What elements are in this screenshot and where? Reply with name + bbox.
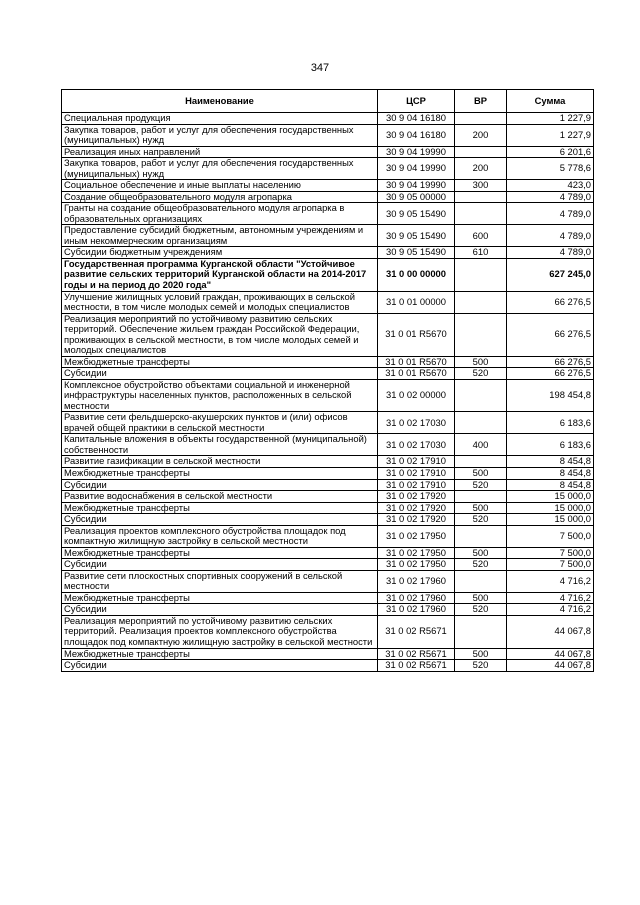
row-sum-cell: 66 276,5 [507, 356, 594, 368]
table-row [62, 113, 594, 125]
table-row [62, 225, 594, 247]
row-vr-cell: 500 [455, 468, 507, 480]
row-name-cell: Субсидии [62, 479, 378, 491]
row-csr-cell: 30 9 04 19990 [378, 158, 455, 180]
row-name-cell: Развитие водоснабжения в сельской местности [62, 491, 378, 503]
row-sum-cell: 4 716,2 [507, 570, 594, 592]
row-vr-cell: 300 [455, 180, 507, 192]
row-sum-cell: 66 276,5 [507, 291, 594, 313]
row-sum-cell: 44 067,8 [507, 648, 594, 660]
row-name-cell: Межбюджетные трансферты [62, 468, 378, 480]
table-row [62, 525, 594, 547]
row-name-cell: Реализация мероприятий по устойчивому развитию сельских территорий. Реализация проектов комплексного обустройства площадок под компактную жилищную застройку в сельской местности [62, 615, 378, 648]
budget-table [61, 89, 594, 672]
table-row [62, 146, 594, 158]
row-sum-cell: 8 454,8 [507, 456, 594, 468]
row-name-cell: Гранты на создание общеобразовательного модуля агропарка в образовательных организациях [62, 203, 378, 225]
row-vr-cell [455, 146, 507, 158]
row-csr-cell: 31 0 02 17920 [378, 514, 455, 526]
header-csr: ЦСР [378, 90, 455, 113]
row-vr-cell [455, 203, 507, 225]
table-row [62, 570, 594, 592]
row-vr-cell: 520 [455, 368, 507, 380]
row-sum-cell: 66 276,5 [507, 368, 594, 380]
row-sum-cell: 1 227,9 [507, 113, 594, 125]
row-name-cell: Специальная продукция [62, 113, 378, 125]
row-csr-cell: 31 0 02 17910 [378, 468, 455, 480]
row-vr-cell: 500 [455, 547, 507, 559]
row-sum-cell: 6 183,6 [507, 412, 594, 434]
table-row [62, 456, 594, 468]
row-vr-cell [455, 456, 507, 468]
row-vr-cell [455, 615, 507, 648]
row-vr-cell: 520 [455, 660, 507, 672]
row-csr-cell: 30 9 05 15490 [378, 203, 455, 225]
row-name-cell: Закупка товаров, работ и услуг для обеспечения государственных (муниципальных) нужд [62, 158, 378, 180]
row-name-cell: Межбюджетные трансферты [62, 648, 378, 660]
row-vr-cell: 400 [455, 434, 507, 456]
table-row [62, 547, 594, 559]
table-row [62, 124, 594, 146]
row-sum-cell: 4 789,0 [507, 247, 594, 259]
table-row [62, 660, 594, 672]
table-row [62, 379, 594, 412]
row-sum-cell: 1 227,9 [507, 124, 594, 146]
row-csr-cell: 31 0 02 17920 [378, 491, 455, 503]
row-sum-cell: 198 454,8 [507, 379, 594, 412]
row-csr-cell: 31 0 01 R5670 [378, 368, 455, 380]
row-csr-cell: 31 0 02 R5671 [378, 648, 455, 660]
row-name-cell: Развитие сети фельдшерско-акушерских пунктов и (или) офисов врачей общей практики в сельской местности [62, 412, 378, 434]
row-csr-cell: 30 9 04 19990 [378, 146, 455, 158]
row-csr-cell: 30 9 05 15490 [378, 225, 455, 247]
row-sum-cell: 7 500,0 [507, 559, 594, 571]
row-sum-cell: 15 000,0 [507, 514, 594, 526]
row-csr-cell: 30 9 05 00000 [378, 191, 455, 203]
row-csr-cell: 31 0 02 17030 [378, 434, 455, 456]
row-csr-cell: 31 0 01 R5670 [378, 313, 455, 356]
row-vr-cell: 500 [455, 648, 507, 660]
row-csr-cell: 30 9 05 15490 [378, 247, 455, 259]
row-sum-cell: 627 245,0 [507, 258, 594, 291]
row-name-cell: Закупка товаров, работ и услуг для обеспечения государственных (муниципальных) нужд [62, 124, 378, 146]
table-row [62, 247, 594, 259]
row-sum-cell: 15 000,0 [507, 502, 594, 514]
row-name-cell: Реализация проектов комплексного обустройства площадок под компактную жилищную застройку в сельской местности [62, 525, 378, 547]
row-csr-cell: 30 9 04 16180 [378, 113, 455, 125]
row-csr-cell: 31 0 02 17950 [378, 525, 455, 547]
table-row [62, 158, 594, 180]
row-name-cell: Реализация иных направлений [62, 146, 378, 158]
header-sum: Сумма [507, 90, 594, 113]
row-name-cell: Предоставление субсидий бюджетным, автономным учреждениям и иным некоммерческим организациям [62, 225, 378, 247]
row-vr-cell: 520 [455, 479, 507, 491]
row-sum-cell: 66 276,5 [507, 313, 594, 356]
table-row [62, 514, 594, 526]
row-csr-cell: 31 0 02 17950 [378, 547, 455, 559]
row-csr-cell: 31 0 02 17960 [378, 604, 455, 616]
table-row [62, 615, 594, 648]
row-sum-cell: 44 067,8 [507, 615, 594, 648]
row-name-cell: Капитальные вложения в объекты государственной (муниципальной) собственности [62, 434, 378, 456]
row-sum-cell: 7 500,0 [507, 547, 594, 559]
row-vr-cell: 200 [455, 158, 507, 180]
row-csr-cell: 31 0 01 00000 [378, 291, 455, 313]
row-name-cell: Создание общеобразовательного модуля агропарка [62, 191, 378, 203]
row-sum-cell: 4 716,2 [507, 592, 594, 604]
row-sum-cell: 8 454,8 [507, 479, 594, 491]
row-name-cell: Улучшение жилищных условий граждан, проживающих в сельской местности, в том числе молодых семей и молодых специалистов [62, 291, 378, 313]
row-csr-cell: 31 0 02 17030 [378, 412, 455, 434]
row-name-cell: Межбюджетные трансферты [62, 502, 378, 514]
row-vr-cell: 610 [455, 247, 507, 259]
row-vr-cell [455, 113, 507, 125]
table-row [62, 491, 594, 503]
table-row [62, 648, 594, 660]
row-sum-cell: 4 789,0 [507, 203, 594, 225]
row-vr-cell [455, 313, 507, 356]
row-csr-cell: 30 9 04 16180 [378, 124, 455, 146]
row-name-cell: Субсидии бюджетным учреждениям [62, 247, 378, 259]
table-row [62, 203, 594, 225]
row-vr-cell [455, 570, 507, 592]
row-name-cell: Субсидии [62, 660, 378, 672]
row-name-cell: Межбюджетные трансферты [62, 356, 378, 368]
row-sum-cell: 6 183,6 [507, 434, 594, 456]
table-row [62, 258, 594, 291]
row-sum-cell: 6 201,6 [507, 146, 594, 158]
row-name-cell: Государственная программа Курганской области "Устойчивое развитие сельских территорий Курганской области на 2014-2017 годы и на период до 2020 года" [62, 258, 378, 291]
row-vr-cell [455, 412, 507, 434]
row-name-cell: Субсидии [62, 368, 378, 380]
table-row [62, 604, 594, 616]
table-row [62, 502, 594, 514]
row-sum-cell: 4 716,2 [507, 604, 594, 616]
row-vr-cell: 500 [455, 356, 507, 368]
row-vr-cell [455, 291, 507, 313]
row-vr-cell: 600 [455, 225, 507, 247]
row-vr-cell [455, 258, 507, 291]
table-row [62, 180, 594, 192]
table-row [62, 434, 594, 456]
row-sum-cell: 4 789,0 [507, 225, 594, 247]
row-vr-cell: 520 [455, 514, 507, 526]
row-sum-cell: 7 500,0 [507, 525, 594, 547]
header-vr: ВР [455, 90, 507, 113]
row-name-cell: Межбюджетные трансферты [62, 592, 378, 604]
table-row [62, 191, 594, 203]
table-row [62, 356, 594, 368]
row-vr-cell [455, 191, 507, 203]
table-row [62, 313, 594, 356]
row-csr-cell: 31 0 02 17920 [378, 502, 455, 514]
row-csr-cell: 31 0 02 17960 [378, 592, 455, 604]
row-sum-cell: 15 000,0 [507, 491, 594, 503]
row-sum-cell: 5 778,6 [507, 158, 594, 180]
row-csr-cell: 31 0 02 17910 [378, 456, 455, 468]
row-csr-cell: 31 0 02 00000 [378, 379, 455, 412]
row-name-cell: Межбюджетные трансферты [62, 547, 378, 559]
row-name-cell: Субсидии [62, 514, 378, 526]
row-vr-cell: 520 [455, 559, 507, 571]
table-body [62, 113, 594, 672]
table-row [62, 368, 594, 380]
table-row [62, 479, 594, 491]
page-number: 347 [310, 62, 330, 74]
row-csr-cell: 31 0 02 17950 [378, 559, 455, 571]
table-row [62, 291, 594, 313]
row-name-cell: Реализация мероприятий по устойчивому развитию сельских территорий. Обеспечение жильем граждан Российской Федерации, проживающих в сельской местности, в том числе молодых семей и молодых специалистов [62, 313, 378, 356]
row-sum-cell: 44 067,8 [507, 660, 594, 672]
row-csr-cell: 31 0 02 17960 [378, 570, 455, 592]
row-vr-cell: 500 [455, 592, 507, 604]
row-sum-cell: 8 454,8 [507, 468, 594, 480]
table-row [62, 559, 594, 571]
row-csr-cell: 31 0 01 R5670 [378, 356, 455, 368]
row-name-cell: Комплексное обустройство объектами социальной и инженерной инфраструктуры населенных пунктов, расположенных в сельской местности [62, 379, 378, 412]
row-name-cell: Развитие газификации в сельской местности [62, 456, 378, 468]
row-name-cell: Социальное обеспечение и иные выплаты населению [62, 180, 378, 192]
row-csr-cell: 31 0 02 R5671 [378, 615, 455, 648]
row-vr-cell [455, 525, 507, 547]
table-row [62, 468, 594, 480]
row-csr-cell: 31 0 02 R5671 [378, 660, 455, 672]
row-name-cell: Развитие сети плоскостных спортивных сооружений в сельской местности [62, 570, 378, 592]
table-header-row [62, 90, 594, 113]
row-vr-cell: 200 [455, 124, 507, 146]
row-name-cell: Субсидии [62, 559, 378, 571]
row-sum-cell: 423,0 [507, 180, 594, 192]
header-name: Наименование [62, 90, 378, 113]
row-name-cell: Субсидии [62, 604, 378, 616]
row-sum-cell: 4 789,0 [507, 191, 594, 203]
table-row [62, 412, 594, 434]
row-vr-cell [455, 491, 507, 503]
table-row [62, 592, 594, 604]
row-vr-cell [455, 379, 507, 412]
row-csr-cell: 31 0 02 17910 [378, 479, 455, 491]
row-vr-cell: 500 [455, 502, 507, 514]
row-csr-cell: 30 9 04 19990 [378, 180, 455, 192]
row-csr-cell: 31 0 00 00000 [378, 258, 455, 291]
row-vr-cell: 520 [455, 604, 507, 616]
